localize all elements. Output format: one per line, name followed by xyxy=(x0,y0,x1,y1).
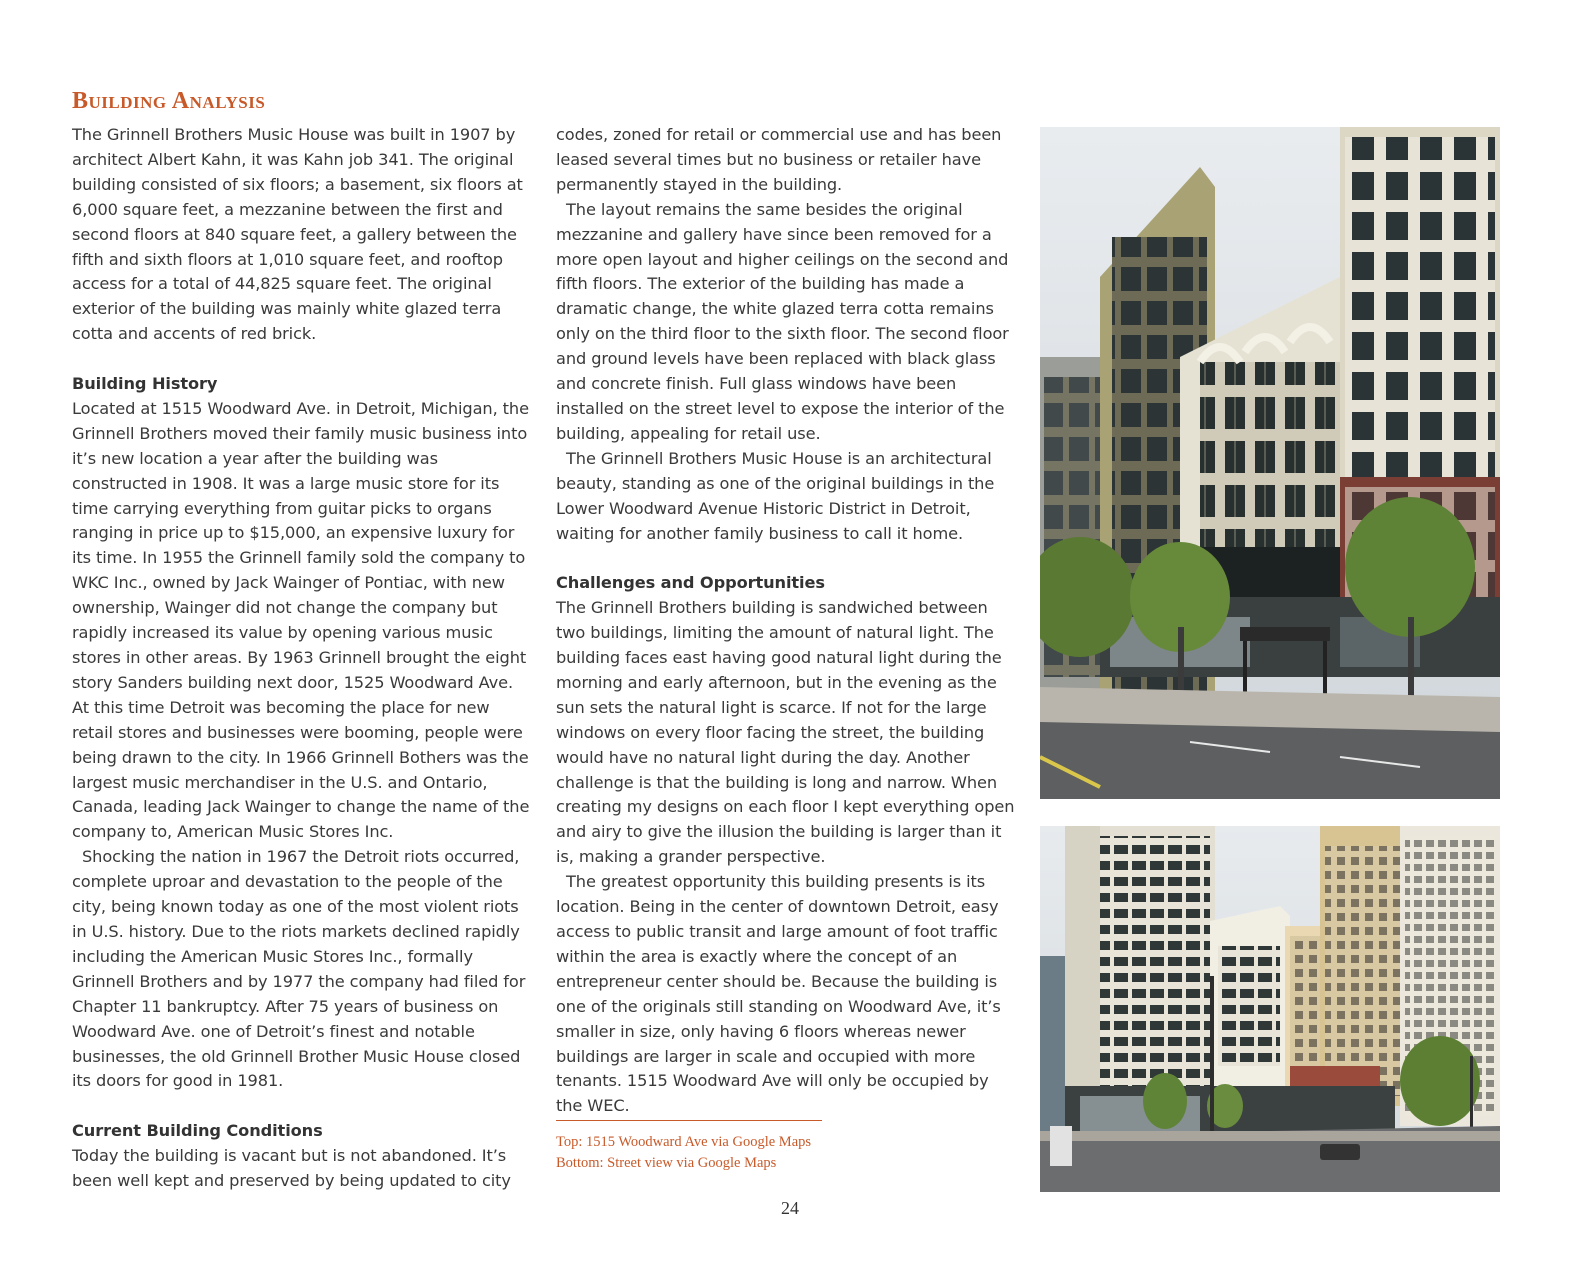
conditions-paragraph-1: Today the building is vacant but is not abandoned. It’s been well kept and preserved by being updated to city xyxy=(72,1146,511,1191)
photo-caption xyxy=(556,1132,826,1173)
conditions-continued: codes, zoned for retail or commercial use and has been leased several times but no business or retailer have permanently stayed in the building. xyxy=(556,125,1002,194)
challenges-paragraph-2: The greatest opportunity this building presents is its location. Being in the center of downtown Detroit, easy access to public transit and large amount of foot traffic within the area is exactly where the concept of an entrepreneur center should be. Because the building is one of the originals still standing on Woodward Ave, it’s smaller in size, only having 6 floors whereas newer buildings are larger in scale and occupied with more tenants. 1515 Woodward Ave will only be occupied by the WEC. xyxy=(556,872,1001,1116)
challenges-heading: Challenges and Opportunities xyxy=(556,573,825,593)
conditions-paragraph-3: The Grinnell Brothers Music House is an architectural beauty, standing as one of the original buildings in the Lower Woodward Avenue Historic District in Detroit, waiting for another family business to call it home. xyxy=(556,448,995,543)
current-conditions-heading: Current Building Conditions xyxy=(72,1121,323,1141)
page-number: 24 xyxy=(781,1198,799,1218)
building-history-heading: Building History xyxy=(72,374,218,394)
history-paragraph-2: Shocking the nation in 1967 the Detroit riots occurred, complete uproar and devastation to the people of the city, being known today as one of the most violent riots in U.S. history. Due to the riots markets declined rapidly including the American Music Stores Inc., formally Grinnell Brothers and by 1977 the company had filed for Chapter 11 bankruptcy. After 75 years of business on Woodward Ave. one of Detroit’s finest and notable businesses, the old Grinnell Brother Music House closed its doors for good in 1981. xyxy=(72,847,526,1091)
building-photo-bottom xyxy=(1040,826,1500,1192)
caption-divider xyxy=(556,1120,822,1121)
caption-bottom: Bottom: Street view via Google Maps xyxy=(556,1154,777,1171)
building-photo-top xyxy=(1040,127,1500,799)
conditions-paragraph-2: The layout remains the same besides the original mezzanine and gallery have since been removed for a more open layout and higher ceilings on the second and fifth floors. The exterior of the building has made a dramatic change, the white glazed terra cotta remains only on the third floor to the sixth floor. The second floor and ground levels have been replaced with black glass and concrete finish. Full glass windows have been installed on the street level to expose the interior of the building, appealing for retail use. xyxy=(556,199,1009,443)
page-title: Building Analysis xyxy=(72,88,266,114)
challenges-paragraph-1: The Grinnell Brothers building is sandwiched between two buildings, limiting the amount of natural light. The building faces east having good natural light during the morning and early afternoon, but in the evening as the sun sets the natural light is scarce. If not for the large windows on every floor facing the street, the building would have no natural light during the day. Another challenge is that the building is long and narrow. When creating my designs on each floor I kept everything open and airy to give the illusion the building is larger than it is, making a grander perspective. xyxy=(556,598,1015,867)
caption-top: Top: 1515 Woodward Ave via Google Maps xyxy=(556,1134,812,1150)
text-column-middle xyxy=(556,123,1018,1119)
intro-paragraph: The Grinnell Brothers Music House was built in 1907 by architect Albert Kahn, it was Kahn job 341. The original building consisted of six floors; a basement, six floors at 6,000 square feet, a mezzanine between the first and second floors at 840 square feet, a gallery between the fifth and sixth floors at 1,010 square feet, and rooftop access for a total of 44,825 square feet. The original exterior of the building was mainly white glazed terra cotta and accents of red brick. xyxy=(72,125,523,344)
text-column-left xyxy=(72,123,532,1194)
history-paragraph-1: Located at 1515 Woodward Ave. in Detroit, Michigan, the Grinnell Brothers moved their family music business into it’s new location a year after the building was constructed in 1908. It was a large music store for its time carrying everything from guitar picks to organs ranging in price up to $15,000, an expensive luxury for its time. In 1955 the Grinnell family sold the company to WKC Inc., owned by Jack Wainger of Pontiac, with new ownership, Wainger did not change the company but rapidly increased its value by opening various music stores in other areas. By 1963 Grinnell brought the eight story Sanders building next door, 1525 Woodward Ave. At this time Detroit was becoming the place for new retail stores and businesses were booming, people were being drawn to the city. In 1966 Grinnell Bothers was the largest music merchandiser in the U.S. and Ontario, Canada, leading Jack Wainger to change the name of the company to, American Music Stores Inc. xyxy=(72,398,530,842)
